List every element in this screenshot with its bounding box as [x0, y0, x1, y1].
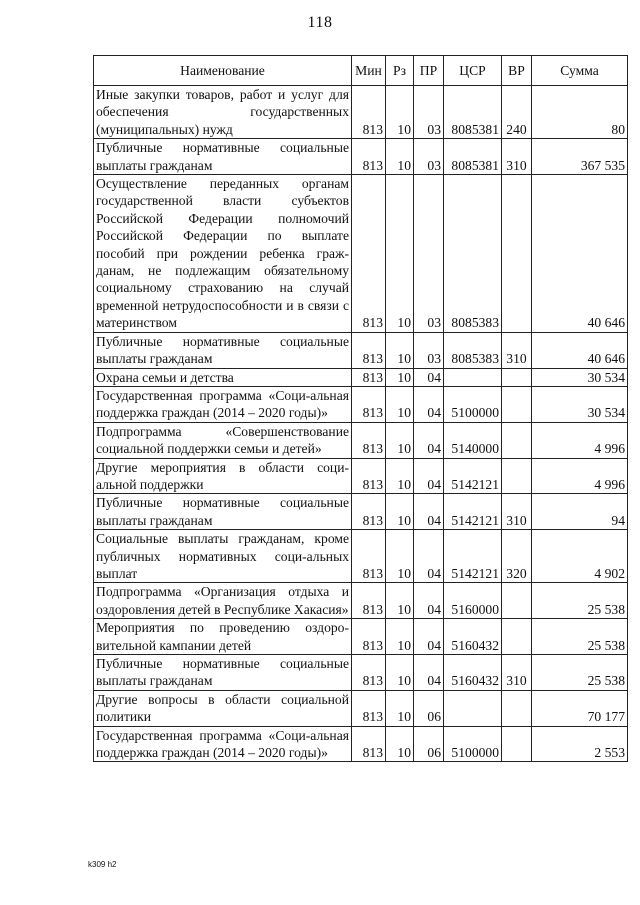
cell-vr: 310: [502, 494, 532, 530]
cell-csr: 5142121: [444, 530, 502, 583]
table-row: [94, 139, 628, 175]
cell-min: 813: [352, 139, 386, 175]
cell-min: 813: [352, 619, 386, 655]
cell-pr: 04: [414, 422, 444, 458]
cell-min: 813: [352, 583, 386, 619]
cell-vr: [502, 690, 532, 726]
cell-min: 813: [352, 332, 386, 368]
cell-name: Подпрограмма «Организация отдыха и оздоровления детей в Республике Хакасия»: [94, 583, 352, 619]
cell-pr: 03: [414, 175, 444, 333]
cell-sum: 40 646: [532, 332, 628, 368]
cell-csr: 8085383: [444, 332, 502, 368]
cell-pr: 06: [414, 690, 444, 726]
cell-name: Публичные нормативные социальные выплаты гражданам: [94, 655, 352, 691]
cell-vr: [502, 175, 532, 333]
header-sum: Сумма: [532, 56, 628, 86]
cell-min: 813: [352, 530, 386, 583]
cell-pr: 04: [414, 583, 444, 619]
cell-rz: 10: [386, 619, 414, 655]
cell-csr: 5160432: [444, 619, 502, 655]
cell-csr: [444, 368, 502, 386]
table-row: [94, 690, 628, 726]
cell-sum: 94: [532, 494, 628, 530]
cell-pr: 04: [414, 386, 444, 422]
cell-min: 813: [352, 494, 386, 530]
cell-sum: 30 534: [532, 368, 628, 386]
table-row: [94, 619, 628, 655]
cell-csr: 5160000: [444, 583, 502, 619]
cell-sum: 30 534: [532, 386, 628, 422]
cell-rz: 10: [386, 332, 414, 368]
table-row: [94, 583, 628, 619]
table-row: [94, 458, 628, 494]
cell-rz: 10: [386, 530, 414, 583]
cell-name: Публичные нормативные социальные выплаты гражданам: [94, 494, 352, 530]
cell-sum: 70 177: [532, 690, 628, 726]
cell-name: Осуществление переданных органам государственной власти субъектов Российской Федерации полномочий Российской Федерации по выплате пособий при рождении ребенка граж-данам, не подлежащим обязательному социальному страхованию на случай временной нетрудоспособности и в связи с материнством: [94, 175, 352, 333]
cell-pr: 06: [414, 726, 444, 762]
cell-pr: 04: [414, 655, 444, 691]
header-csr: ЦСР: [444, 56, 502, 86]
header-pr: ПР: [414, 56, 444, 86]
budget-table: [93, 55, 628, 762]
cell-pr: 04: [414, 368, 444, 386]
cell-pr: 03: [414, 86, 444, 139]
cell-name: Социальные выплаты гражданам, кроме публичных нормативных соци-альных выплат: [94, 530, 352, 583]
cell-rz: 10: [386, 422, 414, 458]
cell-min: 813: [352, 726, 386, 762]
cell-pr: 04: [414, 530, 444, 583]
cell-pr: 04: [414, 494, 444, 530]
table-row: [94, 332, 628, 368]
header-vr: ВР: [502, 56, 532, 86]
cell-sum: 80: [532, 86, 628, 139]
header-name: Наименование: [94, 56, 352, 86]
table-row: [94, 368, 628, 386]
cell-pr: 03: [414, 332, 444, 368]
cell-vr: [502, 619, 532, 655]
cell-rz: 10: [386, 175, 414, 333]
cell-pr: 04: [414, 619, 444, 655]
cell-name: Иные закупки товаров, работ и услуг для обеспечения государственных (муниципальных) нужд: [94, 86, 352, 139]
cell-vr: [502, 726, 532, 762]
cell-rz: 10: [386, 726, 414, 762]
table-row: [94, 422, 628, 458]
cell-min: 813: [352, 386, 386, 422]
cell-pr: 03: [414, 139, 444, 175]
cell-min: 813: [352, 368, 386, 386]
cell-min: 813: [352, 86, 386, 139]
cell-name: Государственная программа «Соци-альная поддержка граждан (2014 – 2020 годы)»: [94, 726, 352, 762]
table-row: [94, 726, 628, 762]
table-body: [94, 86, 628, 762]
table-row: [94, 386, 628, 422]
cell-min: 813: [352, 655, 386, 691]
table-row: [94, 86, 628, 139]
cell-pr: 04: [414, 458, 444, 494]
cell-rz: 10: [386, 386, 414, 422]
cell-sum: 25 538: [532, 655, 628, 691]
table-row: [94, 494, 628, 530]
cell-csr: 8085381: [444, 86, 502, 139]
cell-min: 813: [352, 690, 386, 726]
cell-vr: 310: [502, 332, 532, 368]
cell-sum: 40 646: [532, 175, 628, 333]
cell-min: 813: [352, 458, 386, 494]
cell-csr: 5142121: [444, 458, 502, 494]
cell-name: Публичные нормативные социальные выплаты гражданам: [94, 139, 352, 175]
cell-rz: 10: [386, 86, 414, 139]
cell-name: Охрана семьи и детства: [94, 368, 352, 386]
cell-csr: 5140000: [444, 422, 502, 458]
cell-rz: 10: [386, 690, 414, 726]
cell-sum: 4 902: [532, 530, 628, 583]
cell-rz: 10: [386, 494, 414, 530]
cell-vr: 240: [502, 86, 532, 139]
cell-csr: [444, 690, 502, 726]
table-row: [94, 530, 628, 583]
cell-rz: 10: [386, 458, 414, 494]
cell-vr: [502, 583, 532, 619]
header-min: Мин: [352, 56, 386, 86]
cell-sum: 4 996: [532, 458, 628, 494]
header-rz: Рз: [386, 56, 414, 86]
cell-vr: [502, 458, 532, 494]
cell-min: 813: [352, 422, 386, 458]
cell-rz: 10: [386, 368, 414, 386]
cell-name: Государственная программа «Соци-альная поддержка граждан (2014 – 2020 годы)»: [94, 386, 352, 422]
cell-sum: 25 538: [532, 619, 628, 655]
cell-csr: 8085383: [444, 175, 502, 333]
cell-vr: 320: [502, 530, 532, 583]
cell-csr: 5100000: [444, 726, 502, 762]
cell-min: 813: [352, 175, 386, 333]
cell-sum: 4 996: [532, 422, 628, 458]
cell-name: Мероприятия по проведению оздоро-вительной кампании детей: [94, 619, 352, 655]
cell-rz: 10: [386, 583, 414, 619]
page-number: 118: [307, 14, 333, 31]
cell-sum: 367 535: [532, 139, 628, 175]
cell-name: Публичные нормативные социальные выплаты гражданам: [94, 332, 352, 368]
cell-rz: 10: [386, 139, 414, 175]
cell-name: Другие мероприятия в области соци-альной поддержки: [94, 458, 352, 494]
footer-code: k309 h2: [88, 860, 117, 869]
table-header-row: [94, 56, 628, 86]
cell-vr: 310: [502, 139, 532, 175]
cell-vr: [502, 422, 532, 458]
cell-csr: 5160432: [444, 655, 502, 691]
cell-sum: 2 553: [532, 726, 628, 762]
table-row: [94, 175, 628, 333]
cell-rz: 10: [386, 655, 414, 691]
cell-csr: 8085381: [444, 139, 502, 175]
cell-vr: 310: [502, 655, 532, 691]
cell-name: Подпрограмма «Совершенствование социальной поддержки семьи и детей»: [94, 422, 352, 458]
cell-csr: 5100000: [444, 386, 502, 422]
cell-vr: [502, 386, 532, 422]
cell-sum: 25 538: [532, 583, 628, 619]
cell-csr: 5142121: [444, 494, 502, 530]
cell-vr: [502, 368, 532, 386]
table-row: [94, 655, 628, 691]
cell-name: Другие вопросы в области социальной политики: [94, 690, 352, 726]
